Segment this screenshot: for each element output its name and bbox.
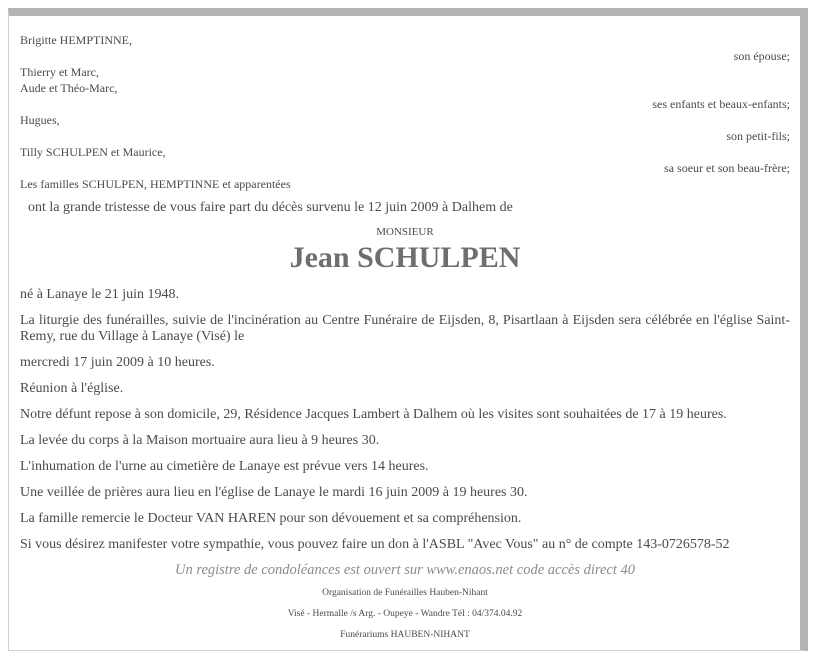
thanks-line: La famille remercie le Docteur VAN HAREN pour son dévouement et sa compréhension. <box>20 511 522 526</box>
families-line: Les familles SCHULPEN, HEMPTINNE et apparentées <box>20 177 291 191</box>
children-line-1: Thierry et Marc, <box>20 65 99 79</box>
birth-line: né à Lanaye le 21 juin 1948. <box>20 287 180 302</box>
donation-line: Si vous désirez manifester votre sympathie, vous pouvez faire un don à l'ASBL "Avec Vous" au n° de compte 143-0726578-52 <box>20 537 730 552</box>
footer-address: Visé - Hermalle /s Arg. - Oupeye - Wandre Tél : 04/374.04.92 <box>287 609 523 619</box>
obituary-card <box>8 8 808 651</box>
sister-role: sa soeur et son beau-frère; <box>664 161 790 175</box>
registry-line: Un registre de condoléances est ouvert sur www.enaos.net code accès direct 40 <box>175 562 635 578</box>
sister-name: Tilly SCHULPEN et Maurice, <box>20 145 166 159</box>
rest-line: Notre défunt repose à son domicile, 29, Résidence Jacques Lambert à Dalhem où les visites sont souhaitées de 17 à 19 heures. <box>20 407 727 422</box>
vigil-line: Une veillée de prières aura lieu en l'église de Lanaye le mardi 16 juin 2009 à 19 heures 30. <box>20 485 528 500</box>
wife-name: Brigitte HEMPTINNE, <box>20 33 132 47</box>
deceased-title: MONSIEUR <box>376 226 434 238</box>
grandchild-name: Hugues, <box>20 113 60 127</box>
wife-role: son épouse; <box>733 49 790 63</box>
footer-org: Organisation de Funérailles Hauben-Nihant <box>322 588 488 598</box>
grandchild-role: son petit-fils; <box>726 129 790 143</box>
children-role: ses enfants et beaux-enfants; <box>652 97 790 111</box>
liturgy-date: mercredi 17 juin 2009 à 10 heures. <box>20 355 215 370</box>
urn-line: L'inhumation de l'urne au cimetière de Lanaye est prévue vers 14 heures. <box>20 459 429 474</box>
children-line-2: Aude et Théo-Marc, <box>20 81 118 95</box>
levee-line: La levée du corps à la Maison mortuaire aura lieu à 9 heures 30. <box>20 433 380 448</box>
deceased-name: Jean SCHULPEN <box>289 241 521 274</box>
gathering-line: Réunion à l'église. <box>20 381 124 396</box>
obituary-content <box>20 20 790 641</box>
footer-funerarium: Funérariums HAUBEN-NIHANT <box>340 630 470 640</box>
announcement-intro: ont la grande tristesse de vous faire part du décès survenu le 12 juin 2009 à Dalhem de <box>28 200 513 215</box>
liturgy-paragraph: La liturgie des funérailles, suivie de l'incinération au Centre Funéraire de Eijsden, 8, Pisartlaan à Eijsden sera célébrée en l'église Saint-Remy, rue du Village à Lanaye (Visé) le <box>20 313 790 344</box>
